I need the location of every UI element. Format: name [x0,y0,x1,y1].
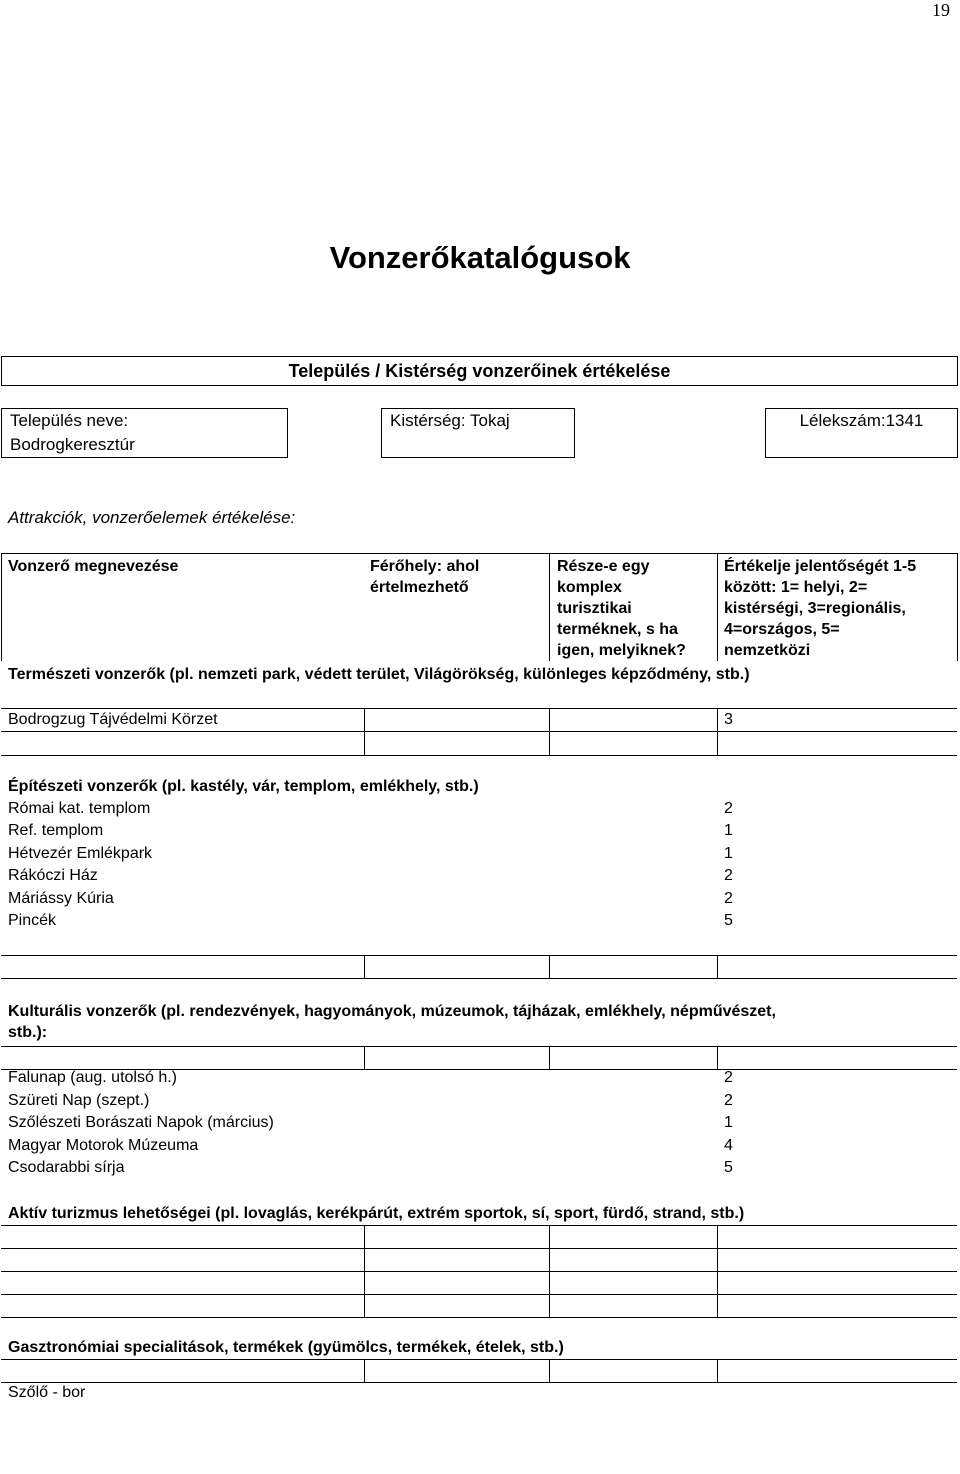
cultural-item-name: Magyar Motorok Múzeuma [8,1137,199,1154]
column-header-rating-line: kistérségi, 3=regionális, [724,600,906,617]
attractions-heading: Attrakciók, vonzerőelemek értékelése: [8,508,296,527]
grid-line [1,553,958,554]
cultural-item-name: Szőlészeti Borászati Napok (március) [8,1114,274,1131]
settlement-label: Település neve: [10,411,129,430]
grid-line [1,955,957,956]
grid-line [1,1248,957,1249]
cultural-heading-line: Kulturális vonzerők (pl. rendezvények, hagyományok, múzeumok, tájházak, emlékhely, népművészet, [8,1003,776,1020]
column-header-rating-line: nemzetközi [724,642,811,659]
architectural-item-rating: 5 [724,912,733,929]
grid-line [1,553,2,661]
column-header-product-line: komplex [557,579,622,596]
column-header-rating [724,556,916,661]
cultural-item-name: Szüreti Nap (szept.) [8,1092,150,1109]
natural-item-rating: 3 [724,711,733,728]
region-field: Kistérség: Tokaj [381,408,575,458]
architectural-item-name: Római kat. templom [8,800,151,817]
architectural-item-name: Rákóczi Ház [8,867,98,884]
architectural-item-rating: 1 [724,845,733,862]
column-header-rating-line: 4=országos, 5= [724,621,840,638]
grid-line [364,955,365,978]
architectural-item-name: Máriássy Kúria [8,890,114,907]
natural-heading: Természeti vonzerők (pl. nemzeti park, védett terület, Világörökség, különleges képződmény, stb.) [8,666,750,683]
grid-line [364,1046,365,1069]
column-header-rating-line: között: 1= helyi, 2= [724,579,868,596]
grid-line [717,1359,718,1382]
grid-line [1,1359,957,1360]
grid-line [549,1046,550,1069]
column-header-product-line: igen, melyiknek? [557,642,686,659]
grid-line [549,1225,550,1317]
grid-line [1,978,957,979]
column-header-product-line: Része-e egy [557,558,650,575]
column-header-rating-line: Értékelje jelentőségét 1-5 [724,558,917,575]
gastronomy-item-name: Szőlő - bor [8,1384,86,1401]
cultural-item-rating: 5 [724,1159,733,1176]
settlement-name-field [1,408,288,458]
gastronomy-heading: Gasztronómiai specialitások, termékek (gyümölcs, termékek, ételek, stb.) [8,1339,564,1356]
grid-line [717,1225,718,1317]
grid-line [549,708,550,755]
cultural-item-rating: 4 [724,1137,733,1154]
page-title: Vonzerőkatalógusok [329,240,631,275]
cultural-heading-line: stb.): [8,1024,48,1041]
architectural-item-rating: 2 [724,800,733,817]
cultural-item-rating: 1 [724,1114,733,1131]
grid-line [717,955,718,978]
form-subtitle: Település / Kistérség vonzerőinek értékelése [1,356,958,386]
grid-line [364,1225,365,1317]
grid-line [1,1225,957,1226]
architectural-item-rating: 2 [724,890,733,907]
grid-line [549,1359,550,1382]
grid-line [549,553,550,661]
architectural-item-rating: 2 [724,867,733,884]
grid-line [1,731,957,732]
architectural-heading: Építészeti vonzerők (pl. kastély, vár, templom, emlékhely, stb.) [8,778,479,795]
grid-line [1,755,957,756]
column-header-venue [370,556,479,598]
grid-line [717,708,718,755]
grid-line [549,955,550,978]
grid-line [957,553,958,661]
grid-line [364,708,365,755]
population-field: Lélekszám:1341 [765,408,958,458]
column-header-venue-line: Férőhely: ahol [370,558,480,575]
architectural-item-name: Pincék [8,912,57,929]
grid-line [717,1046,718,1069]
cultural-heading [8,1001,776,1043]
column-header-venue-line: értelmezhető [370,579,469,596]
grid-line [1,1317,957,1318]
page-number: 19 [932,0,950,20]
column-header-name: Vonzerő megnevezése [8,558,179,575]
column-header-product [557,556,686,661]
cultural-item-rating: 2 [724,1069,733,1086]
grid-line [1,1271,957,1272]
grid-line [1,1382,957,1383]
grid-line [1,1046,957,1047]
grid-line [1,1294,957,1295]
architectural-item-rating: 1 [724,822,733,839]
architectural-item-name: Ref. templom [8,822,104,839]
grid-line [364,1359,365,1382]
architectural-item-name: Hétvezér Emlékpark [8,845,153,862]
active-tourism-heading: Aktív turizmus lehetőségei (pl. lovaglás, kerékpárút, extrém sportok, sí, sport, fürdő, strand, stb.) [8,1205,745,1222]
cultural-item-name: Falunap (aug. utolsó h.) [8,1069,177,1086]
column-header-product-line: terméknek, s ha [557,621,678,638]
cultural-item-name: Csodarabbi sírja [8,1159,125,1176]
grid-line [717,553,718,661]
cultural-item-rating: 2 [724,1092,733,1109]
column-header-product-line: turisztikai [557,600,632,617]
settlement-value: Bodrogkeresztúr [10,435,135,454]
natural-item-name: Bodrogzug Tájvédelmi Körzet [8,711,218,728]
